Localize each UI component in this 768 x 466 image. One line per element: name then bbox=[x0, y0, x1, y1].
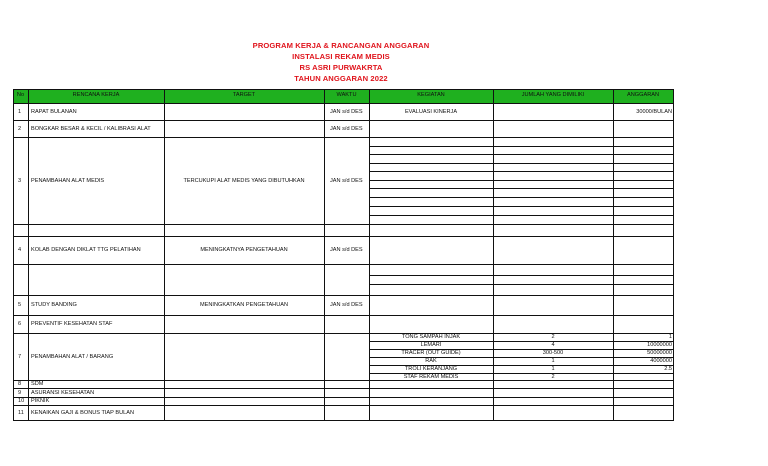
column-header: JUMLAH YANG DIMILIKI bbox=[521, 92, 585, 98]
grid-line bbox=[369, 171, 674, 172]
column-header: RENCANA KERJA bbox=[72, 92, 120, 98]
kegiatan-cell: TRACER (OUT GUIDE) bbox=[401, 350, 461, 356]
grid-line bbox=[369, 215, 674, 216]
rencana-kerja-cell: PENAMBAHAN ALAT / BARANG bbox=[31, 353, 114, 360]
anggaran-cell: 10000000 bbox=[647, 342, 672, 348]
waktu-cell: JAN s/d DES bbox=[330, 247, 363, 253]
program-title: PROGRAM KERJA & RANCANGAN ANGGARAN bbox=[252, 41, 430, 50]
year-title: TAHUN ANGGARAN 2022 bbox=[294, 74, 388, 83]
row-number: 1 bbox=[18, 108, 22, 115]
grid-line bbox=[324, 89, 325, 421]
kegiatan-cell: LEMARI bbox=[420, 342, 442, 348]
grid-line bbox=[673, 89, 674, 421]
kegiatan-cell: RAK bbox=[425, 358, 437, 364]
row-number: 6 bbox=[18, 321, 22, 327]
column-header: ANGGARAN bbox=[626, 92, 659, 98]
hospital-title: RS ASRI PURWAKRTA bbox=[299, 63, 383, 72]
waktu-cell: JAN s/d DES bbox=[330, 108, 363, 115]
kegiatan-cell: EVALUASI KINERJA bbox=[404, 109, 458, 115]
grid-line bbox=[13, 224, 674, 225]
rencana-kerja-cell: PREVENTIF KESEHATAN STAF bbox=[31, 321, 113, 327]
grid-line bbox=[369, 163, 674, 164]
rencana-kerja-cell: BONGKAR BESAR & KECIL / KALIBRASI ALAT bbox=[31, 125, 151, 132]
grid-line bbox=[369, 206, 674, 207]
row-number: 8 bbox=[18, 381, 22, 387]
grid-line bbox=[13, 295, 674, 296]
row-number: 5 bbox=[18, 302, 22, 308]
grid-line bbox=[28, 89, 29, 421]
anggaran-cell: 50000000 bbox=[647, 350, 672, 356]
grid-line bbox=[13, 103, 674, 104]
target-cell: TERCUKUPI ALAT MEDIS YANG DIBUTUHKAN bbox=[183, 177, 305, 184]
kegiatan-cell: STAF REKAM MEDIS bbox=[403, 374, 459, 380]
jumlah-cell: 300-500 bbox=[542, 350, 564, 356]
grid-line bbox=[369, 197, 674, 198]
row-number: 7 bbox=[18, 353, 22, 360]
rencana-kerja-cell: ASURANSI KESEHATAN bbox=[31, 389, 95, 396]
grid-line bbox=[164, 89, 165, 421]
rencana-kerja-cell: KENAIKAN GAJI & BONUS TIAP BULAN bbox=[31, 409, 134, 416]
grid-line bbox=[13, 388, 674, 389]
row-number: 3 bbox=[18, 177, 22, 184]
grid-line bbox=[13, 264, 674, 265]
kegiatan-cell: TONG SAMPAH INJAK bbox=[401, 334, 461, 340]
anggaran-cell: 4000000 bbox=[650, 358, 672, 364]
column-header: KEGIATAN bbox=[417, 92, 445, 98]
row-number: 9 bbox=[18, 389, 22, 396]
jumlah-cell: 1 bbox=[551, 366, 555, 372]
target-cell: MENINGKATKAN PENGETAHUAN bbox=[199, 302, 289, 308]
target-cell: MENINGKATNYA PENGETAHUAN bbox=[200, 247, 288, 253]
row-number: 10 bbox=[18, 398, 25, 404]
grid-line bbox=[13, 315, 674, 316]
row-number: 11 bbox=[18, 409, 24, 416]
grid-line bbox=[13, 137, 674, 138]
waktu-cell: JAN s/d DES bbox=[330, 177, 363, 184]
column-header: No bbox=[16, 92, 25, 98]
anggaran-cell: 2.5 bbox=[664, 366, 672, 372]
grid-line bbox=[13, 405, 674, 406]
rencana-kerja-cell: RAPAT BULANAN bbox=[31, 108, 77, 115]
kegiatan-cell: TROLI KERANJANG bbox=[404, 366, 458, 372]
grid-line bbox=[13, 120, 674, 121]
column-header: WAKTU bbox=[336, 92, 357, 98]
grid-line bbox=[13, 89, 14, 421]
jumlah-cell: 2 bbox=[551, 334, 555, 340]
instalasi-title: INSTALASI REKAM MEDIS bbox=[292, 52, 390, 61]
grid-line bbox=[369, 275, 674, 276]
rencana-kerja-cell: PENAMBAHAN ALAT MEDIS bbox=[31, 177, 105, 184]
rencana-kerja-cell: KOLAB DENGAN DIKLAT TTG PELATIHAN bbox=[31, 247, 141, 253]
anggaran-cell: 30000/BULAN bbox=[636, 109, 672, 115]
rencana-kerja-cell: SDM bbox=[31, 381, 44, 387]
grid-line bbox=[13, 420, 674, 421]
rencana-kerja-cell: STUDY BANDING bbox=[31, 302, 77, 308]
jumlah-cell: 4 bbox=[551, 342, 555, 348]
grid-line bbox=[369, 284, 674, 285]
grid-line bbox=[369, 180, 674, 181]
row-number: 4 bbox=[18, 247, 22, 253]
waktu-cell: JAN s/d DES bbox=[330, 302, 363, 308]
row-number: 2 bbox=[18, 125, 22, 132]
grid-line bbox=[13, 89, 674, 90]
rencana-kerja-cell: PIKNIK bbox=[31, 398, 50, 404]
grid-line bbox=[13, 397, 674, 398]
jumlah-cell: 1 bbox=[551, 358, 555, 364]
grid-line bbox=[369, 154, 674, 155]
anggaran-cell: 1 bbox=[668, 334, 672, 340]
grid-line bbox=[369, 188, 674, 189]
jumlah-cell: 2 bbox=[551, 374, 555, 380]
waktu-cell: JAN s/d DES bbox=[330, 125, 363, 132]
grid-line bbox=[369, 146, 674, 147]
column-header: TARGET bbox=[232, 92, 256, 98]
grid-line bbox=[13, 236, 674, 237]
